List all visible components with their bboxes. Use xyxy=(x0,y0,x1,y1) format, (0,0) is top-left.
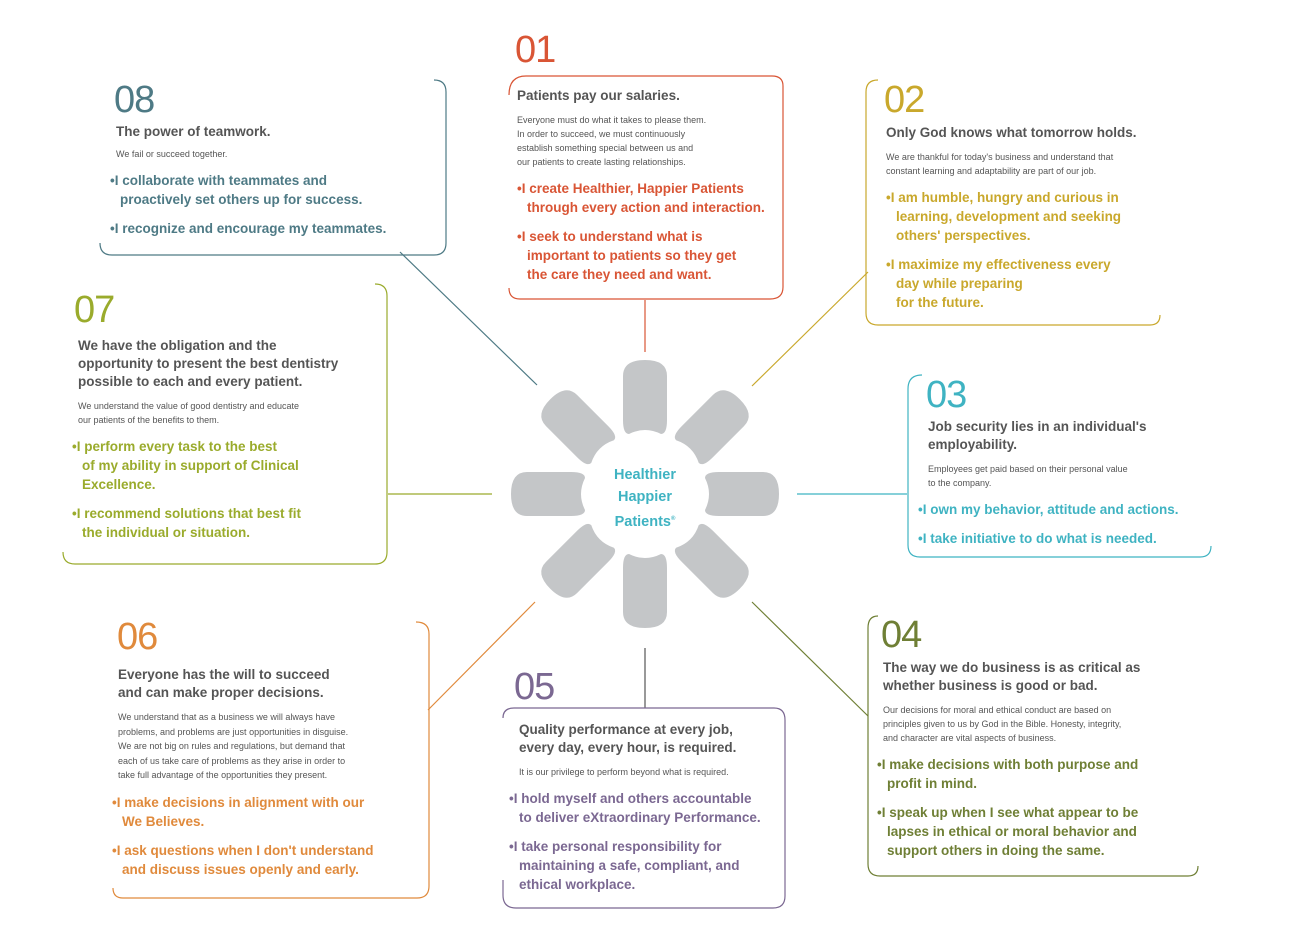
value-title-07-line: opportunity to present the best dentistry xyxy=(78,356,339,371)
value-number-04: 04 xyxy=(881,614,922,656)
value-number-06: 06 xyxy=(117,616,158,658)
value-bullet-05-a xyxy=(509,789,785,827)
value-sub-06-line: We understand that as a business we will always have xyxy=(118,712,335,722)
value-title-08 xyxy=(116,123,442,141)
bullet-line: I maximize my effectiveness every xyxy=(890,257,1111,272)
value-bullet-04-b xyxy=(877,803,1189,860)
value-bullet-02-a xyxy=(886,188,1168,245)
value-title-05-line: Quality performance at every job, xyxy=(519,722,733,737)
value-number-05: 05 xyxy=(514,666,555,708)
value-sub-04-line: principles given to us by God in the Bible. Honesty, integrity, xyxy=(883,719,1122,729)
value-bullet-06-b xyxy=(112,841,418,879)
value-sub-04-line: Our decisions for moral and ethical conduct are based on xyxy=(883,705,1112,715)
value-sub-06-line: take full advantage of the opportunities they present. xyxy=(118,770,328,780)
value-sub-01-line: establish something special between us and xyxy=(517,143,694,153)
center-label-line-2: Happier xyxy=(618,489,672,505)
bullet-line: I perform every task to the best xyxy=(76,439,278,454)
bullet-line: I make decisions with both purpose and xyxy=(881,757,1139,772)
value-sub-02-line: constant learning and adaptability are part of our job. xyxy=(886,166,1097,176)
bullet-line: I recommend solutions that best fit xyxy=(76,506,302,521)
petal-05 xyxy=(623,554,667,628)
value-title-03 xyxy=(928,418,1224,454)
bullet-line: I seek to understand what is xyxy=(521,229,703,244)
value-bullets-01 xyxy=(517,179,779,284)
bullet-line: I ask questions when I don't understand xyxy=(116,842,374,858)
value-card-03 xyxy=(922,418,1224,558)
bullet-line: profit in mind. xyxy=(887,776,977,791)
bullet-line: important to patients so they get xyxy=(527,248,737,263)
petal-08 xyxy=(535,384,618,467)
value-bullets-03 xyxy=(918,500,1224,548)
petal-07 xyxy=(511,472,585,516)
registered-mark: ® xyxy=(671,516,676,522)
petal-02 xyxy=(672,384,755,467)
value-bullets-06 xyxy=(112,793,418,879)
bullet-line: Excellence. xyxy=(82,477,156,492)
petal-03 xyxy=(705,472,779,516)
value-sub-06 xyxy=(118,710,418,783)
bullet-line: learning, development and seeking xyxy=(896,209,1122,224)
value-sub-05-line: It is our privilege to perform beyond what is required. xyxy=(519,767,729,777)
value-sub-07-line: We understand the value of good dentistry and educate xyxy=(78,401,299,411)
value-bullet-03-b xyxy=(918,529,1224,548)
petal-01 xyxy=(623,360,667,434)
bullet-line: the care they need and want. xyxy=(527,267,712,282)
value-sub-01-line: our patients to create lasting relationships. xyxy=(517,157,686,167)
petal-04 xyxy=(672,521,755,604)
bullet-line: through every action and interaction. xyxy=(527,200,765,215)
value-bullet-08-b xyxy=(110,219,442,238)
bullet-line: maintaining a safe, compliant, and xyxy=(519,858,740,873)
bullet-line: of my ability in support of Clinical xyxy=(82,458,299,473)
bullet-line: to deliver eXtraordinary Performance. xyxy=(519,810,761,825)
value-bullet-01-b xyxy=(517,227,779,284)
value-number-07: 07 xyxy=(74,289,115,331)
value-sub-06-line: problems, and problems are just opportunities in disguise. xyxy=(118,726,349,737)
value-bullet-03-a xyxy=(918,500,1224,519)
value-number-02: 02 xyxy=(884,79,925,121)
value-sub-07-line: our patients of the benefits to them. xyxy=(78,415,220,425)
value-title-04-line: whether business is good or bad. xyxy=(883,678,1098,693)
value-sub-04 xyxy=(883,703,1189,745)
bullet-line: I recognize and encourage my teammates. xyxy=(114,221,387,236)
value-title-01-line: Patients pay our salaries. xyxy=(517,88,680,103)
value-card-08 xyxy=(116,123,442,248)
value-bullet-07-b xyxy=(72,504,380,542)
bullet-line: I speak up when I see what appear to be xyxy=(881,805,1139,820)
value-bullet-04-a xyxy=(877,755,1189,793)
value-card-01 xyxy=(517,87,779,294)
value-bullets-02 xyxy=(886,188,1168,312)
value-sub-04-line: and character are vital aspects of business. xyxy=(883,733,1057,743)
value-title-03-line: employability. xyxy=(928,437,1018,452)
value-number-03: 03 xyxy=(926,374,967,416)
value-sub-03-line: Employees get paid based on their personal value xyxy=(928,464,1128,474)
value-title-01 xyxy=(517,87,779,105)
value-bullets-08 xyxy=(110,171,442,238)
bullet-line: and discuss issues openly and early. xyxy=(122,861,359,877)
value-bullets-07 xyxy=(72,437,380,542)
bullet-line: proactively set others up for success. xyxy=(120,192,363,207)
bullet-line: the individual or situation. xyxy=(82,525,251,540)
bullet-line: I take initiative to do what is needed. xyxy=(922,531,1157,546)
bullet-line: support others in doing the same. xyxy=(887,843,1105,858)
connector-04 xyxy=(752,602,868,716)
value-sub-03 xyxy=(928,462,1224,490)
bullet-line: for the future. xyxy=(896,295,984,310)
value-bullets-05 xyxy=(509,789,785,894)
value-title-07-line: possible to each and every patient. xyxy=(78,374,303,389)
bullet-line: ethical workplace. xyxy=(519,877,636,892)
value-sub-07 xyxy=(78,399,380,427)
bullet-line: I take personal responsibility for xyxy=(513,839,722,854)
value-card-06 xyxy=(118,666,418,889)
value-title-03-line: Job security lies in an individual's xyxy=(928,419,1147,434)
value-sub-06-line: each of us take care of problems as they arise in order to xyxy=(118,755,346,766)
value-sub-06-line: We are not big on rules and regulations, but demand that xyxy=(118,741,345,751)
value-bullet-05-b xyxy=(509,837,785,894)
value-bullet-08-a xyxy=(110,171,442,209)
value-title-02 xyxy=(886,124,1168,142)
bullet-line: I own my behavior, attitude and actions. xyxy=(922,502,1179,517)
center-label xyxy=(590,464,700,533)
value-bullet-06-a xyxy=(112,793,418,831)
bullet-line: I make decisions in alignment with our xyxy=(116,794,365,810)
bullet-line: day while preparing xyxy=(896,276,1023,291)
value-title-08-line: The power of teamwork. xyxy=(116,124,271,139)
value-bullets-04 xyxy=(877,755,1189,860)
value-card-07 xyxy=(78,337,380,552)
value-title-06 xyxy=(118,666,418,702)
value-card-04 xyxy=(883,659,1189,870)
value-title-07-line: We have the obligation and the xyxy=(78,338,277,353)
value-sub-08 xyxy=(116,147,442,161)
petal-06 xyxy=(535,521,618,604)
value-card-05 xyxy=(513,721,785,904)
value-title-05-line: every day, every hour, is required. xyxy=(519,740,737,755)
value-title-05 xyxy=(519,721,785,757)
value-sub-05 xyxy=(519,765,785,779)
value-bullet-01-a xyxy=(517,179,779,217)
value-title-07 xyxy=(78,337,380,391)
center-label-line-3 xyxy=(590,508,700,533)
value-number-08: 08 xyxy=(114,79,155,121)
bullet-line: I create Healthier, Happier Patients xyxy=(521,181,744,196)
bullet-line: I collaborate with teammates and xyxy=(114,173,328,188)
value-title-06-line: and can make proper decisions. xyxy=(118,685,324,700)
bullet-line: I hold myself and others accountable xyxy=(513,791,752,806)
value-sub-08-line: We fail or succeed together. xyxy=(116,149,228,159)
value-title-04-line: The way we do business is as critical as xyxy=(883,660,1141,675)
center-label-line-3-text: Patients xyxy=(614,513,671,530)
bullet-line: I am humble, hungry and curious in xyxy=(890,190,1119,205)
bullet-line: lapses in ethical or moral behavior and xyxy=(887,824,1137,839)
value-sub-01 xyxy=(517,113,779,169)
value-card-02 xyxy=(886,124,1168,322)
value-sub-02-line: We are thankful for today's business and understand that xyxy=(886,152,1114,162)
value-title-04 xyxy=(883,659,1189,695)
center-label-line-1: Healthier xyxy=(613,467,677,483)
value-sub-01-line: Everyone must do what it takes to please them. xyxy=(517,115,707,125)
value-bullet-07-a xyxy=(72,437,380,494)
value-sub-02 xyxy=(886,150,1168,178)
value-bullet-02-b xyxy=(886,255,1168,312)
value-number-01: 01 xyxy=(515,29,556,71)
value-title-02-line: Only God knows what tomorrow holds. xyxy=(886,125,1137,140)
value-title-06-line: Everyone has the will to succeed xyxy=(118,667,330,682)
value-sub-01-line: In order to succeed, we must continuously xyxy=(517,129,686,139)
value-sub-03-line: to the company. xyxy=(928,478,992,488)
bullet-line: others' perspectives. xyxy=(896,228,1031,243)
bullet-line: We Believes. xyxy=(122,813,205,829)
